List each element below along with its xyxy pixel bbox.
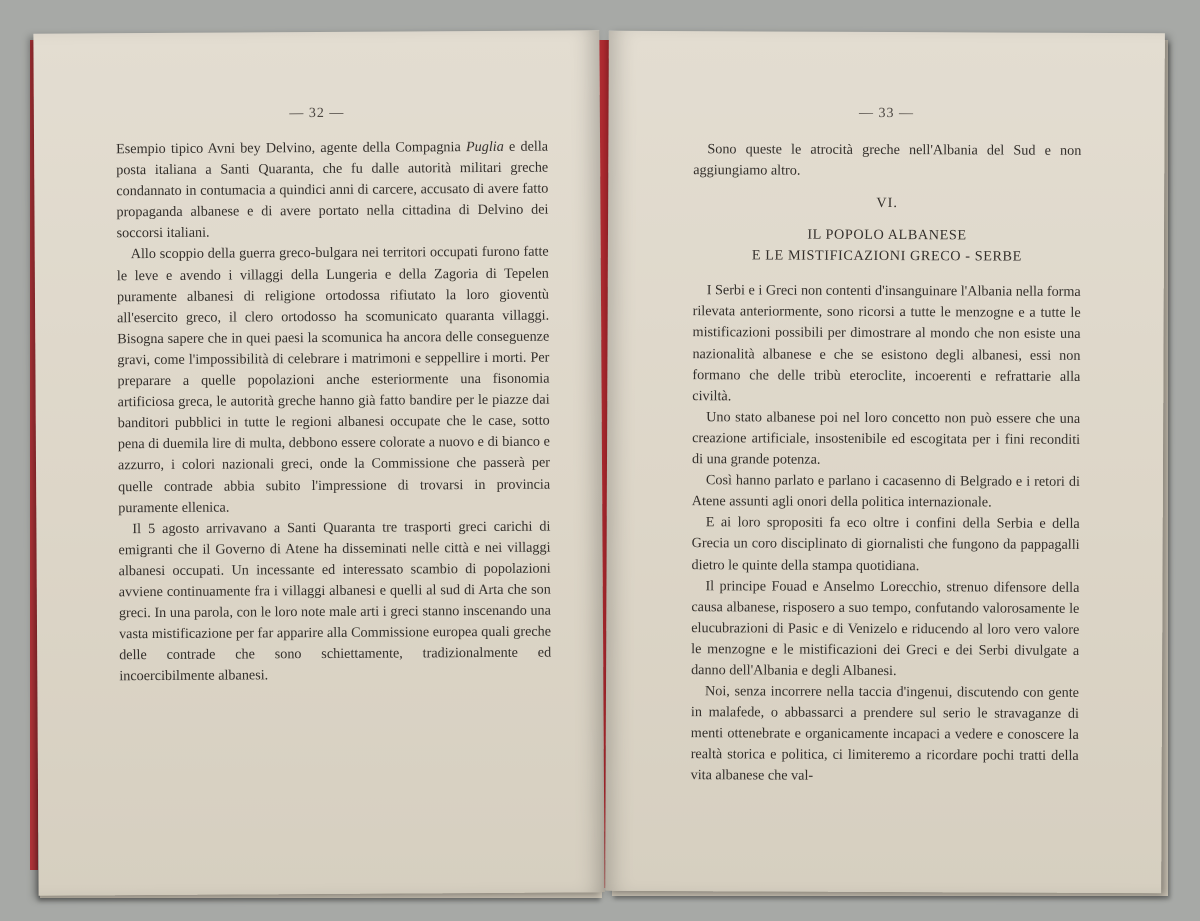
right-paragraph-2: Uno stato albanese poi nel loro concetto non può essere che una creazione artificiale, insostenibile ed escogitata per i fini reconditi di una grande potenza.: [691, 409, 1081, 468]
right-paragraph-4: E ai loro spropositi fa eco oltre i confini della Serbia e della Grecia un coro disciplinato di giornalisti che fungono da pappagalli dietro le quinte della stampa quotidiana.: [691, 514, 1080, 574]
section-title-line-1: IL POPOLO ALBANESE: [807, 226, 967, 244]
section-number: VI.: [876, 195, 898, 212]
page-number-right: — 33 —: [858, 105, 915, 122]
right-paragraph-6: Noi, senza incorrere nella taccia d'ingenui, discutendo con gente in malafede, o abbassarci a prendere sul serio le stravaganze di menti ottenebrate e organicamente incapaci a vedere e conoscere la realtà storica e politica, ci limiteremo a ricordare pochi tratti della vita albanese che val-: [690, 683, 1080, 785]
right-paragraph-1: I Serbi e i Greci non contenti d'insanguinare l'Albania nella forma rilevata anteriormente, sono ricorsi a tutte le menzogne e a tutte le mistificazioni possibili per dimostrare al mondo che non esiste una nazionalità albanese e che se esistono degli albanesi, essi non formano che delle tribù eteroclite, incoerenti e refrattarie alla civiltà.: [692, 282, 1081, 405]
right-page-text: [691, 139, 1082, 788]
left-paragraph-2: Allo scoppio della guerra greco-bulgara nei territori occupati furono fatte le leve e avendo i villaggi della Lungeria e della Zagoria di Tepelen puramente albanesi di religione ortodossa rifiutato la loro gioventù all'esercito greco, il clero ortodosso ha scomunicato quaranta villaggi. Bisogna sapere che in quei paesi la scomunica ha ancora delle conseguenze gravi, come l'impossibilità di celebrare i matrimoni e seppellire i morti. Per preparare a quelle popolazioni anche esteriormente una fisonomia artificiosa greca, le autorità greche hanno già fatto bandire per le piazze dai banditori pubblici in tutte le regioni albanesi occupate che le case, sotto pena di duemila lire di multa, debbono essere colorate a nuovo e di bianco e azzurro, i colori nazionali greci, onde la Commissione che passerà per quelle contrade abbia subito l'impressione di trovarsi in provincia puramente ellenica.: [116, 244, 551, 516]
left-page: [33, 30, 604, 895]
page-number-left: — 32 —: [289, 105, 345, 122]
right-paragraph-3: Così hanno parlato e parlano i cacasenno di Belgrado e i retori di Atene assunti agli onori della politica internazionale.: [691, 472, 1080, 511]
left-paragraph-1: Esempio tipico Avni bey Delvino, agente della Compagnia Puglia e della posta italiana a Santi Quaranta, che fu dalle autorità militari greche condannato in contumacia a quindici anni di carcere, accusato di avere fatto propaganda albanese e di avere portato nella cittadina di Delvino dei soccorsi italiani.: [116, 138, 549, 242]
right-page: [605, 31, 1165, 893]
right-paragraph-5: Il principe Fouad e Anselmo Lorecchio, strenuo difensore della causa albanese, risposero a suo tempo, confutando valorosamente le elucubrazioni di Pasic e di Venizelo e riducendo al loro vero valore le menzogne e le mistificazioni dei Greci e dei Serbi divulgate a danno dell'Albania e degli Albanesi.: [691, 577, 1080, 680]
section-title-line-2: E LE MISTIFICAZIONI GRECO - SERBE: [751, 247, 1022, 265]
section-title: [693, 224, 1081, 268]
left-paragraph-3: Il 5 agosto arrivavano a Santi Quaranta tre trasporti greci carichi di emigranti che il Governo di Atene ha disseminati nelle città e nei villaggi albanesi occupati. Un incessante ed interessato scambio di popolazioni avviene continuamente fra i villaggi albanesi e quelli al sud di Arta che son greci. In una parola, con le loro note male arti i greci stanno inscenando una vasta mistificazione per far apparire alla Commissione europea quali greche delle contrade che sono schiettamente, tradizionalmente ed incoercibilmente albanesi.: [118, 518, 552, 685]
right-intro: Sono queste le atrocità greche nell'Albania del Sud e non aggiungiamo altro.: [693, 141, 1082, 179]
left-page-text: [116, 137, 551, 688]
